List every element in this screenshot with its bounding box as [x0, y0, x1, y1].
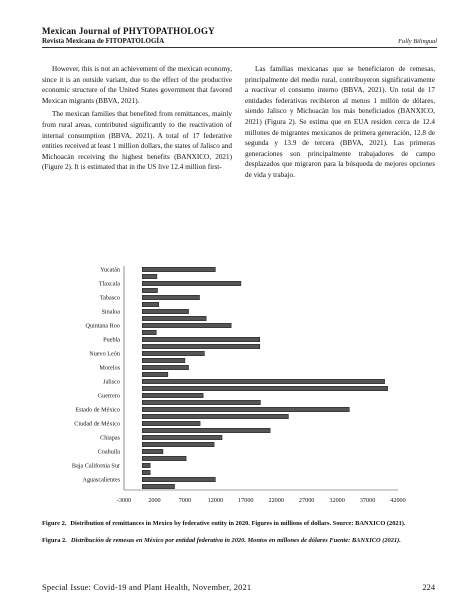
bar-1: [142, 274, 157, 278]
journal-title: Mexican Journal of PHYTOPATHOLOGY: [42, 26, 215, 36]
figure-label-english: Figure 2.: [42, 520, 67, 527]
bar-6: [142, 309, 188, 313]
bar-27: [142, 456, 186, 460]
bar-10: [142, 337, 260, 341]
figure-caption-english: [42, 520, 434, 528]
bar-30: [142, 477, 215, 481]
x-tick-label-7: 32000: [329, 497, 345, 504]
chart-canvas: [40, 258, 440, 516]
bar-19: [142, 400, 260, 404]
x-tick-label-3: 12000: [207, 497, 224, 504]
bar-24: [142, 435, 222, 439]
bar-0: [142, 267, 215, 271]
category-label-12: Nuevo León: [89, 350, 120, 358]
category-label-28: Baja California Sur: [71, 462, 120, 470]
category-label-26: Coahuila: [97, 448, 120, 456]
bar-21: [142, 414, 288, 418]
english-column: [42, 64, 232, 176]
bar-15: [142, 372, 168, 376]
english-paragraph-1: However, this is not an achievement of the mexican economy, since it is an outside variant, due to the effect of the productive economic structure of the United States government that favored Mexican migrants (BBVA, 2021).: [42, 65, 232, 105]
x-tick-label-0: -3000: [116, 497, 132, 504]
bar-17: [142, 386, 387, 390]
spanish-column: [245, 64, 435, 184]
remittances-bar-chart: [40, 258, 440, 516]
bar-11: [142, 344, 260, 348]
bar-8: [142, 323, 231, 327]
category-label-10: Puebla: [103, 336, 120, 344]
header-rule: [42, 47, 437, 48]
figure-label-spanish: Figura 2.: [42, 537, 67, 544]
bar-16: [142, 379, 384, 383]
bar-3: [142, 288, 157, 292]
english-paragraph-2: The mexican families that benefited from remittances, mainly from rural areas, contributed significantly to the reactivation of internal consumption (BBVA, 2021). A total of 17 federative entities received at least 1 million dollars, the states of Jalisco and Michoacán receiving the highest benefits (BANXICO, 2021) (Figure 2). It is estimated that in the US live 12.4 million first-: [42, 110, 232, 172]
bar-31: [142, 484, 174, 488]
bar-29: [142, 470, 150, 474]
bar-25: [142, 442, 214, 446]
bar-20: [142, 407, 349, 411]
x-tick-label-5: 22000: [268, 497, 284, 504]
bar-18: [142, 393, 203, 397]
category-label-22: Ciudad de México: [74, 420, 120, 428]
bar-23: [142, 428, 270, 432]
bar-28: [142, 463, 150, 467]
figure-caption-spanish: [42, 537, 434, 545]
category-label-20: Estado de México: [75, 406, 120, 414]
bar-2: [142, 281, 241, 285]
category-label-24: Chiapas: [100, 434, 120, 442]
caption-text-english: Distribution of remittances in Mexico by federative entity in 2020. Figures in millions of dollars. Source: BANXICO (2021).: [70, 520, 406, 527]
bar-12: [142, 351, 204, 355]
x-tick-label-8: 37000: [359, 497, 376, 504]
bar-9: [142, 330, 156, 334]
category-label-30: Aguascalientes: [82, 476, 120, 484]
page-number: 224: [422, 583, 435, 592]
footer-issue: Special Issue: Covid-19 and Plant Health, November, 2021: [42, 583, 252, 592]
bar-4: [142, 295, 199, 299]
bar-5: [142, 302, 158, 306]
category-label-0: Yucatán: [100, 266, 120, 274]
category-label-14: Morelos: [99, 364, 120, 372]
journal-subtitle: Revista Mexicana de FITOPATOLOGÍA: [42, 37, 165, 45]
bar-26: [142, 449, 163, 453]
category-label-16: Jalisco: [103, 378, 120, 386]
bilingual-label: Fully Bilingual: [398, 38, 437, 45]
caption-text-spanish: Distribución de remesas en México por entidad federativa in 2020. Montos en millones de dólares Fuente: BANXICO (2021).: [70, 537, 401, 544]
x-tick-label-6: 27000: [298, 497, 315, 504]
bar-22: [142, 421, 200, 425]
category-label-4: Tabasco: [99, 294, 120, 302]
x-tick-label-2: 7000: [178, 497, 192, 504]
category-label-2: Tlaxcala: [98, 280, 120, 288]
x-tick-label-4: 17000: [238, 497, 254, 504]
bar-14: [142, 365, 188, 369]
category-label-8: Quintana Roo: [85, 322, 120, 330]
spanish-paragraph-1: Las familias mexicanas que se beneficiaron de remesas, principalmente del medio rural, contribuyeron significativamente a reactivar el consumo interno (BBVA, 2021). Un total de 17 entidades federativas recibieron al menos 1 millón de dólares, siendo Jalisco y Michoacán los más beneficiados (BANXICO, 2021) (Figura 2). Se estima que en EUA residen cerca de 12.4 millones de migrantes mexicanos de primera generación, 12.8 de segunda y 13.9 de tercera (BBVA, 2021). Las primeras generaciones son principalmente trabajadores de campo desplazados que migraron para la búsqueda de mejores opciones de vida y trabajo.: [245, 65, 435, 179]
x-tick-label-1: 2000: [148, 497, 161, 504]
x-tick-label-9: 42000: [390, 497, 406, 504]
bar-13: [142, 358, 185, 362]
category-label-6: Sinaloa: [101, 308, 120, 316]
category-label-18: Guerrero: [97, 392, 120, 400]
bar-7: [142, 316, 206, 320]
